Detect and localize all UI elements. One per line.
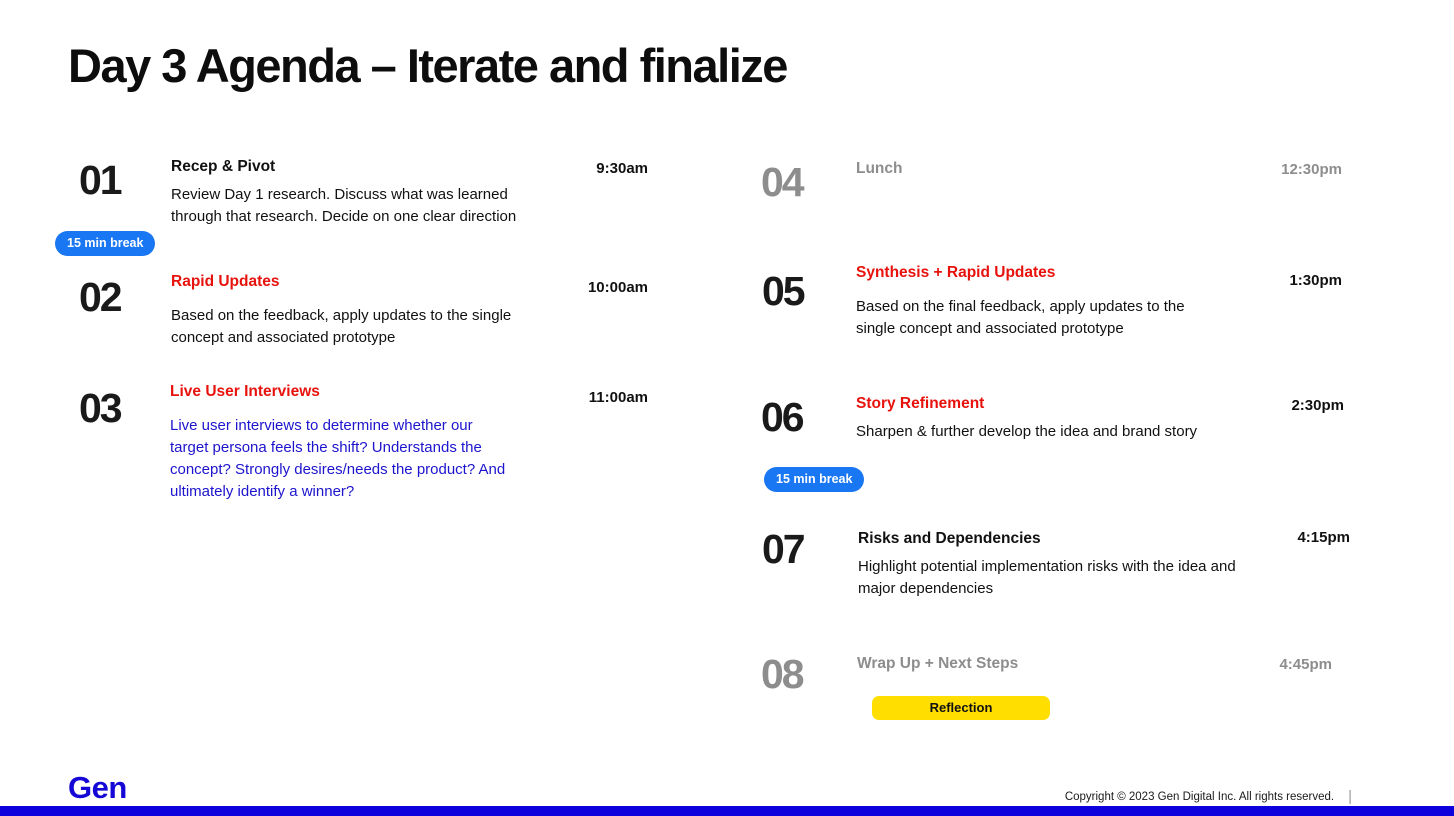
agenda-item-01-title: Recep & Pivot [171,158,276,175]
reflection-highlight: Reflection [872,696,1050,720]
agenda-item-02-description: Based on the feedback, apply updates to the single concept and associated prototype [171,307,512,346]
agenda-item-04-time: 12:30pm [1281,161,1342,178]
agenda-item-01-time: 9:30am [596,160,648,177]
agenda-item-01 [171,158,581,228]
agenda-item-03-description: Live user interviews to determine whether our target persona feels the shift? Understands the concept? Strongly desires/needs the product? And ultimately identify a winner? [170,417,506,500]
agenda-item-06-number: 06 [761,394,803,440]
agenda-item-05-description: Based on the final feedback, apply updates to the single concept and associated prototype [856,298,1185,337]
footer-divider: | [1348,788,1352,805]
brand-bottom-bar [0,806,1454,816]
agenda-item-07-time: 4:15pm [1297,529,1350,546]
agenda-item-05-number: 05 [762,268,804,314]
agenda-item-02 [171,273,581,349]
footer-copyright [1065,788,1352,805]
agenda-item-01-number: 01 [79,157,121,203]
agenda-item-05-time: 1:30pm [1289,272,1342,289]
break-badge-2: 15 min break [764,467,864,492]
copyright-text: Copyright © 2023 Gen Digital Inc. All rights reserved. [1064,790,1335,803]
agenda-item-03-number: 03 [79,385,121,431]
agenda-item-04 [856,160,1276,177]
agenda-item-06-title: Story Refinement [856,395,985,412]
agenda-item-02-number: 02 [79,274,121,320]
agenda-item-01-description: Review Day 1 research. Discuss what was learned through that research. Decide on one clear direction [171,186,517,225]
agenda-item-03 [170,383,580,503]
agenda-item-02-title: Rapid Updates [171,273,280,290]
agenda-item-03-title: Live User Interviews [170,383,320,400]
agenda-item-07-number: 07 [762,526,804,572]
agenda-item-08-number: 08 [761,651,803,697]
agenda-item-04-title: Lunch [856,160,903,177]
agenda-item-04-number: 04 [761,159,803,205]
agenda-item-05-title: Synthesis + Rapid Updates [856,264,1056,281]
break-badge-1: 15 min break [55,231,155,256]
agenda-item-06-description: Sharpen & further develop the idea and brand story [856,423,1198,440]
agenda-item-08 [857,655,1277,672]
agenda-item-08-time: 4:45pm [1279,656,1332,673]
agenda-item-07-description: Highlight potential implementation risks with the idea and major dependencies [858,558,1236,597]
agenda-item-07-title: Risks and Dependencies [858,530,1041,547]
agenda-item-06 [856,395,1296,443]
agenda-item-08-title: Wrap Up + Next Steps [857,655,1019,672]
agenda-item-05 [856,264,1276,340]
agenda-item-06-time: 2:30pm [1291,397,1344,414]
agenda-item-02-time: 10:00am [587,279,648,296]
agenda-item-03-time: 11:00am [588,389,648,406]
page-title: Day 3 Agenda – Iterate and finalize [68,39,787,92]
gen-logo: Gen [68,770,127,805]
